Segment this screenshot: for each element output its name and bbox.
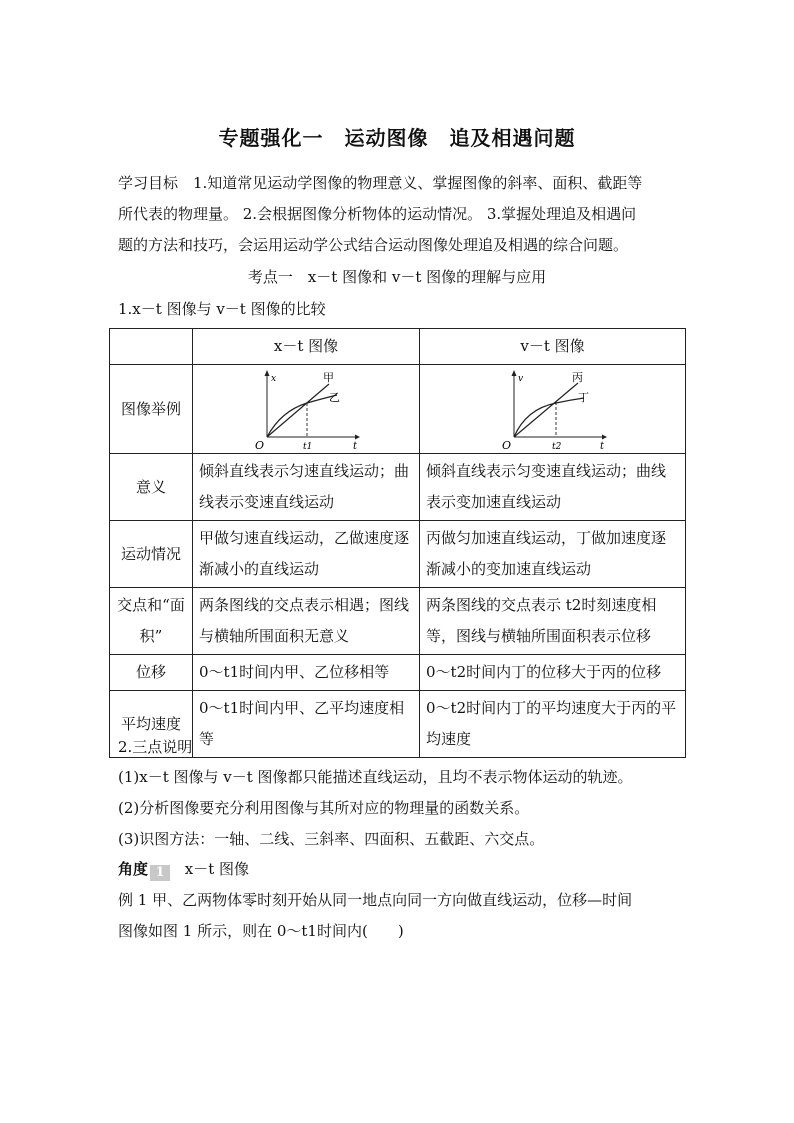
row-label-example: 图像举例	[110, 365, 193, 454]
x-axis-arrow-icon	[355, 435, 360, 440]
meaning-vt: 倾斜直线表示匀变速直线运动；曲线表示变加速直线运动	[420, 454, 686, 521]
angle-heading	[118, 858, 249, 881]
curve-yi	[267, 395, 337, 437]
table-row-meaning	[110, 454, 686, 521]
average-velocity-vt: 0～t2时间内丁的平均速度大于丙的平均速度	[420, 691, 686, 758]
objectives-line-2: 所代表的物理量。 2.会根据图像分析物体的运动情况。 3.掌握处理追及相遇问	[118, 205, 637, 223]
row-label-cross: 交点和“面积”	[110, 588, 193, 655]
vt-line-a-label: 丙	[571, 371, 583, 384]
angle-number-badge: 1	[150, 865, 170, 881]
vt-origin-label: O	[501, 439, 511, 451]
note-3: (3)识图方法：一轴、二线、三斜率、四面积、五截距、六交点。	[118, 830, 545, 848]
xt-line-b-label: 乙	[329, 391, 340, 404]
table-row-motion	[110, 521, 686, 588]
objectives-line-3: 题的方法和技巧，会运用运动学公式结合运动图像处理追及相遇的综合问题。	[118, 236, 629, 254]
row-label-displacement: 位移	[110, 655, 193, 691]
table-row-displacement	[110, 655, 686, 691]
cross-vt: 两条图线的交点表示 t2时刻速度相等，图线与横轴所围面积表示位移	[420, 588, 686, 655]
header-vt: v－t 图像	[420, 329, 686, 365]
xt-y-label: x	[271, 374, 277, 384]
xt-origin-label: O	[255, 439, 265, 451]
subheading-three-points: 2.三点说明	[118, 738, 193, 756]
note-1: (1)x－t 图像与 v－t 图像都只能描述直线运动，且均不表示物体运动的轨迹。	[118, 768, 633, 786]
example-1-line-2: 图像如图 1 所示，则在 0～t1时间内( )	[118, 922, 404, 940]
y-axis-arrow-icon	[511, 370, 516, 376]
note-2: (2)分析图像要充分利用图像与其所对应的物理量的函数关系。	[118, 799, 530, 817]
x-axis-arrow-icon	[602, 435, 607, 440]
subheading-comparison: 1.x－t 图像与 v－t 图像的比较	[118, 300, 326, 318]
meaning-xt: 倾斜直线表示匀速直线运动；曲线表示变速直线运动	[193, 454, 420, 521]
row-label-meaning: 意义	[110, 454, 193, 521]
xt-graph-cell	[193, 365, 420, 454]
motion-vt: 丙做匀加速直线运动，丁做加速度逐渐减小的变加速直线运动	[420, 521, 686, 588]
y-axis-arrow-icon	[265, 370, 270, 376]
motion-xt: 甲做匀速直线运动，乙做速度逐渐减小的直线运动	[193, 521, 420, 588]
xt-x-label: t	[353, 441, 358, 451]
row-label-average-velocity: 平均速度	[110, 691, 193, 758]
vt-tick-label: t2	[551, 442, 561, 451]
header-xt: x－t 图像	[193, 329, 420, 365]
vt-line-b-label: 丁	[577, 391, 589, 404]
line-bing	[514, 383, 578, 437]
displacement-vt: 0～t2时间内丁的位移大于丙的位移	[420, 655, 686, 691]
table-row-average-velocity	[110, 691, 686, 758]
table-row-example	[110, 365, 686, 454]
angle-label: 角度	[118, 860, 149, 878]
table-header-row	[110, 329, 686, 365]
displacement-xt: 0～t1时间内甲、乙位移相等	[193, 655, 420, 691]
vt-x-label: t	[599, 441, 604, 451]
xt-graph	[251, 369, 361, 451]
vt-graph	[498, 369, 608, 451]
angle-text: x－t 图像	[184, 860, 250, 878]
table-row-cross	[110, 588, 686, 655]
xt-line-a-label: 甲	[323, 371, 334, 384]
vt-graph-cell	[420, 365, 686, 454]
example-1-line-1: 例 1 甲、乙两物体零时刻开始从同一地点向同一方向做直线运动，位移—时间	[118, 891, 633, 909]
learning-objectives	[118, 168, 684, 261]
cross-xt: 两条图线的交点表示相遇；图线与横轴所围面积无意义	[193, 588, 420, 655]
objectives-line-1: 学习目标 1.知道常见运动学图像的物理意义、掌握图像的斜率、面积、截距等	[118, 174, 643, 192]
xt-tick-label: t1	[303, 442, 313, 451]
line-jia	[267, 384, 329, 437]
curve-ding	[514, 398, 584, 437]
row-label-motion: 运动情况	[110, 521, 193, 588]
vt-y-label: v	[517, 374, 523, 384]
average-velocity-xt: 0～t1时间内甲、乙平均速度相等	[193, 691, 420, 758]
section-heading: 考点一 x－t 图像和 v－t 图像的理解与应用	[247, 268, 547, 286]
page-title: 专题强化一 运动图像 追及相遇问题	[218, 126, 576, 150]
comparison-table	[109, 328, 686, 758]
